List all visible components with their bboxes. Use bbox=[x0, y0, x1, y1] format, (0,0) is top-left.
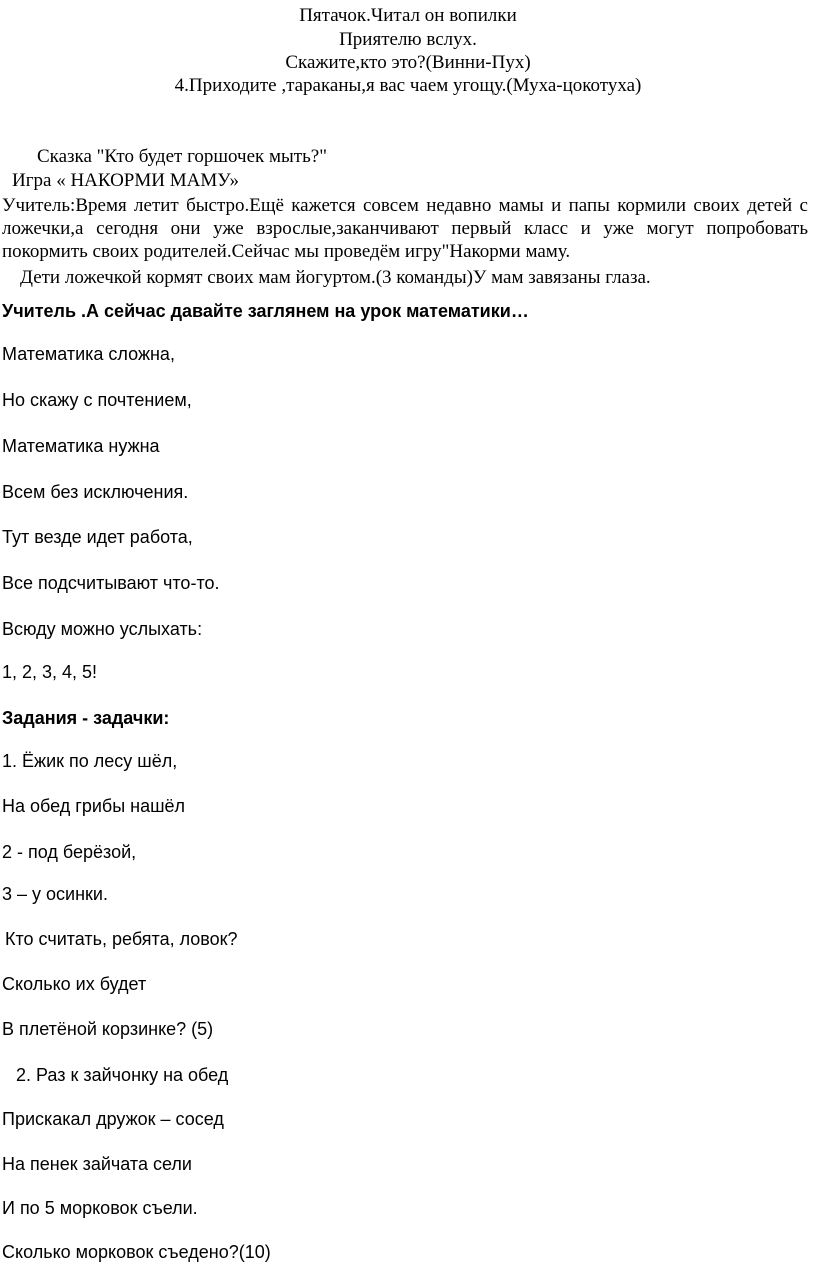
task1-line: Кто считать, ребята, ловок? bbox=[5, 929, 238, 949]
poem-line-2: Приятелю вслух. bbox=[339, 29, 477, 50]
task1-line: 3 – у осинки. bbox=[2, 884, 108, 904]
math-poem-line: Всюду можно услыхать: bbox=[2, 619, 203, 639]
math-poem-line: Тут везде идет работа, bbox=[2, 527, 193, 547]
teacher-paragraph: Учитель:Время летит быстро.Ещё кажется совсем недавно мамы и папы кормили своих детей с ложечки,а сегодня они уже взрослые,заканчивают первый класс и уже могут попробовать покормить своих родителей.Сейчас мы проведём игру"Накорми маму. bbox=[2, 195, 808, 262]
math-poem-line: Математика сложна, bbox=[2, 344, 175, 364]
math-poem-line: 1, 2, 3, 4, 5! bbox=[2, 662, 98, 682]
task2-line: Сколько морковок съедено?(10) bbox=[2, 1242, 271, 1262]
poem-line-3: Скажите,кто это?(Винни-Пух) bbox=[285, 52, 531, 73]
task1-line: На обед грибы нашёл bbox=[2, 796, 186, 816]
poem-line-1: Пятачок.Читал он вопилки bbox=[299, 5, 517, 26]
math-poem-line: Всем без исключения. bbox=[2, 482, 189, 502]
children-line: Дети ложечкой кормят своих мам йогуртом.(3 команды)У мам завязаны глаза. bbox=[20, 267, 651, 288]
math-heading: Учитель .А сейчас давайте заглянем на урок математики… bbox=[2, 301, 529, 321]
task1-line: 2 - под берёзой, bbox=[2, 842, 137, 862]
task2-line: И по 5 морковок съели. bbox=[2, 1198, 198, 1218]
math-poem-line: Математика нужна bbox=[2, 436, 160, 456]
story-title: Сказка "Кто будет горшочек мыть?" bbox=[37, 146, 327, 167]
tasks-heading: Задания - задачки: bbox=[2, 708, 170, 728]
poem-line-4: 4.Приходите ,тараканы,я вас чаем угощу.(Муха-цокотуха) bbox=[174, 75, 642, 96]
task2-line: 2. Раз к зайчонку на обед bbox=[16, 1065, 229, 1085]
game-title: Игра « НАКОРМИ МАМУ» bbox=[12, 170, 240, 191]
task1-line: 1. Ёжик по лесу шёл, bbox=[2, 751, 178, 771]
task1-line: В плетёной корзинке? (5) bbox=[2, 1019, 214, 1039]
task1-line: Сколько их будет bbox=[2, 974, 147, 994]
math-poem-line: Но скажу с почтением, bbox=[2, 390, 192, 410]
task2-line: Прискакал дружок – сосед bbox=[2, 1109, 224, 1129]
task2-line: На пенек зайчата сели bbox=[2, 1154, 192, 1174]
math-poem-line: Все подсчитывают что-то. bbox=[2, 573, 220, 593]
